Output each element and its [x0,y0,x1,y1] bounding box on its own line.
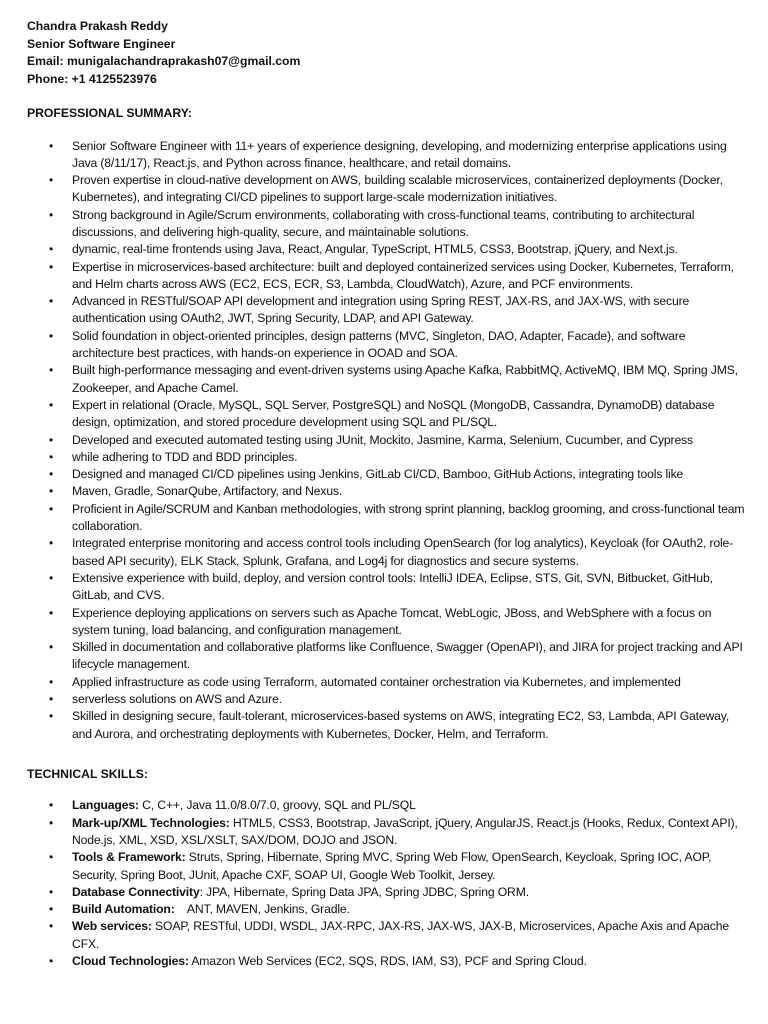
summary-item-text: Applied infrastructure as code using Terraform, automated container orchestration via Kubernetes, and implemented [72,674,681,689]
bullet-icon: • [49,397,54,412]
summary-item-text: Proficient in Agile/SCRUM and Kanban methodologies, with strong sprint planning, backlog grooming, and cross-functional team collaboration. [72,501,745,534]
skill-category-label: Tools & Framework: [72,850,186,865]
bullet-icon: • [49,363,54,378]
summary-item [27,691,747,708]
summary-item-text: Maven, Gradle, SonarQube, Artifactory, and Nexus. [72,484,343,499]
summary-item-text: dynamic, real-time frontends using Java, React, Angular, TypeScript, HTML5, CSS3, Bootstrap, jQuery, and Next.js. [72,242,678,257]
summary-item [27,172,747,207]
summary-item [27,293,747,328]
bullet-icon: • [49,536,54,551]
bullet-icon: • [49,884,54,899]
bullet-icon: • [49,692,54,706]
skill-category-label: Cloud Technologies: [72,954,189,969]
bullet-icon: • [49,674,54,689]
summary-item [27,466,747,483]
skill-category-label: Languages: [72,798,139,813]
bullet-icon: • [49,640,54,655]
summary-item-text: Skilled in documentation and collaborative platforms like Confluence, Swagger (OpenAPI), and JIRA for project tracking and API lifecycle management. [72,640,743,672]
summary-item-text: Integrated enterprise monitoring and access control tools including OpenSearch (for log analytics), Keycloak (for OAuth2, role-based API security), ELK Stack, Splunk, Grafana, and Log4j for diagnostics and secure systems. [72,536,734,568]
skill-item [27,849,747,884]
resume-document [27,18,747,970]
summary-item [27,449,747,466]
summary-item [27,708,747,743]
bullet-icon: • [49,328,54,343]
skill-item [27,815,747,850]
summary-item [27,501,747,536]
skill-category-values: Amazon Web Services (EC2, SQS, RDS, IAM, S3), PCF and Spring Cloud. [188,954,587,969]
bullet-icon: • [49,902,54,917]
candidate-name: Chandra Prakash Reddy [27,19,168,33]
skill-category-values: SOAP, RESTful, UDDI, WSDL, JAX-RPC, JAX-RS, JAX-WS, JAX-B, Microservices, Apache Axis and Apache CFX. [72,919,729,951]
summary-item [27,259,747,294]
bullet-icon: • [49,449,54,464]
summary-item [27,570,747,605]
bullet-icon: • [49,294,54,309]
skill-category-values: HTML5, CSS3, Bootstrap, JavaScript, jQuery, AngularJS, React.js (Hooks, Redux, Context API), Node.js, XML, XSD, XSL/XSLT, SAX/DOM, DOJO and JSON. [72,815,738,847]
skill-category-label: Build Automation: [72,902,175,917]
candidate-title: Senior Software Engineer [27,36,176,51]
summary-item [27,432,747,449]
summary-item [27,535,747,570]
summary-item [27,328,747,363]
bullet-icon: • [49,570,54,585]
summary-item [27,362,747,397]
skill-item [27,901,747,918]
professional-summary-heading: PROFESSIONAL SUMMARY: [27,106,192,120]
bullet-icon: • [49,815,54,830]
summary-item [27,397,747,432]
bullet-icon: • [49,501,54,516]
professional-summary-list [27,138,747,743]
technical-skills-list [27,797,747,970]
bullet-icon: • [49,709,54,724]
bullet-icon: • [49,242,54,257]
summary-item-text: Expert in relational (Oracle, MySQL, SQL Server, PostgreSQL) and NoSQL (MongoDB, Cassandra, DynamoDB) database design, optimization, and stored procedure development using SQL and PL/SQL. [72,397,715,430]
summary-item-text: Extensive experience with build, deploy, and version control tools: IntelliJ IDEA, Eclipse, STS, Git, SVN, Bitbucket, GitHub, GitLab, and CVS. [72,570,713,603]
bullet-icon: • [49,173,54,188]
skill-category-label: Database Connectivity [72,884,200,899]
bullet-icon: • [49,850,54,865]
bullet-icon: • [49,259,54,274]
bullet-icon: • [49,798,54,813]
summary-item-text: Developed and executed automated testing using JUnit, Mockito, Jasmine, Karma, Selenium, Cucumber, and Cypress [72,432,693,447]
summary-item-text: Built high-performance messaging and event-driven systems using Apache Kafka, RabbitMQ, ActiveMQ, IBM MQ, Spring JMS, Zookeeper, and Apache Camel. [72,363,738,395]
summary-item [27,483,747,500]
summary-item-text: Experience deploying applications on servers such as Apache Tomcat, WebLogic, JBoss, and WebSphere with a focus on system tuning, load balancing, and configuration management. [72,605,712,637]
skill-category-values: Struts, Spring, Hibernate, Spring MVC, Spring Web Flow, OpenSearch, Keycloak, Spring IOC, AOP, Security, Spring Boot, JUnit, Apache CXF, SOAP UI, Google Web Toolkit, Jersey. [72,850,712,882]
summary-item [27,241,747,258]
skill-item [27,884,747,901]
skill-category-label: Web services: [72,919,152,934]
bullet-icon: • [49,207,54,222]
skill-category-values: ANT, MAVEN, Jenkins, Gradle. [174,902,350,917]
summary-item-text: Expertise in microservices-based architecture: built and deployed containerized services using Docker, Kubernetes, Terraform, and Helm charts across AWS (EC2, ECS, ECR, S3, Lambda, CloudWatch), Azure, and PCF environments. [72,259,734,291]
summary-item-text: while adhering to TDD and BDD principles. [72,449,298,464]
summary-item [27,138,747,173]
summary-item-text: Senior Software Engineer with 11+ years of experience designing, developing, and modernizing enterprise applications using Java (8/11/17), React.js, and Python across finance, healthcare, and retail domains. [72,138,727,170]
contact-email: Email: munigalachandraprakash07@gmail.com [27,54,301,68]
bullet-icon: • [49,138,54,153]
summary-item-text: Designed and managed CI/CD pipelines using Jenkins, GitLab CI/CD, Bamboo, GitHub Actions, integrating tools like [72,467,684,482]
technical-skills-heading: TECHNICAL SKILLS: [27,766,148,781]
summary-item-text: Strong background in Agile/Scrum environments, collaborating with cross-functional teams, contributing to architectural discussions, and delivering high-quality, secure, and maintainable solutions. [72,207,695,239]
skill-category-values: : JPA, Hibernate, Spring Data JPA, Spring JDBC, Spring ORM. [199,884,529,899]
summary-item-text: serverless solutions on AWS and Azure. [72,692,282,706]
bullet-icon: • [49,484,54,499]
summary-item-text: Skilled in designing secure, fault-tolerant, microservices-based systems on AWS, integrating EC2, S3, Lambda, API Gateway, and Aurora, and orchestrating deployments with Kubernetes, Docker, Helm, and Terraform. [72,709,730,741]
skill-item [27,953,747,970]
summary-item [27,207,747,242]
skill-item [27,918,747,953]
bullet-icon: • [49,919,54,934]
skill-category-label: Mark-up/XML Technologies: [72,815,230,830]
contact-phone: Phone: +1 4125523976 [27,71,157,86]
bullet-icon: • [49,954,54,969]
bullet-icon: • [49,605,54,620]
summary-item-text: Proven expertise in cloud-native development on AWS, building scalable microservices, containerized deployments (Docker, Kubernetes), and integrating CI/CD pipelines to support large-scale modernization initiatives. [72,173,723,205]
summary-item [27,639,747,674]
summary-item-text: Advanced in RESTful/SOAP API development and integration using Spring REST, JAX-RS, and JAX-WS, with secure authentication using OAuth2, JWT, Spring Security, LDAP, and API Gateway. [72,294,690,326]
summary-item [27,674,747,691]
bullet-icon: • [49,467,54,482]
bullet-icon: • [49,432,54,447]
summary-item [27,605,747,640]
summary-item-text: Solid foundation in object-oriented principles, design patterns (MVC, Singleton, DAO, Adapter, Facade), and software architecture best practices, with hands-on experience in OOAD and SOA. [72,328,686,361]
skill-item [27,797,747,814]
skill-category-values: C, C++, Java 11.0/8.0/7.0, groovy, SQL and PL/SQL [138,798,416,813]
